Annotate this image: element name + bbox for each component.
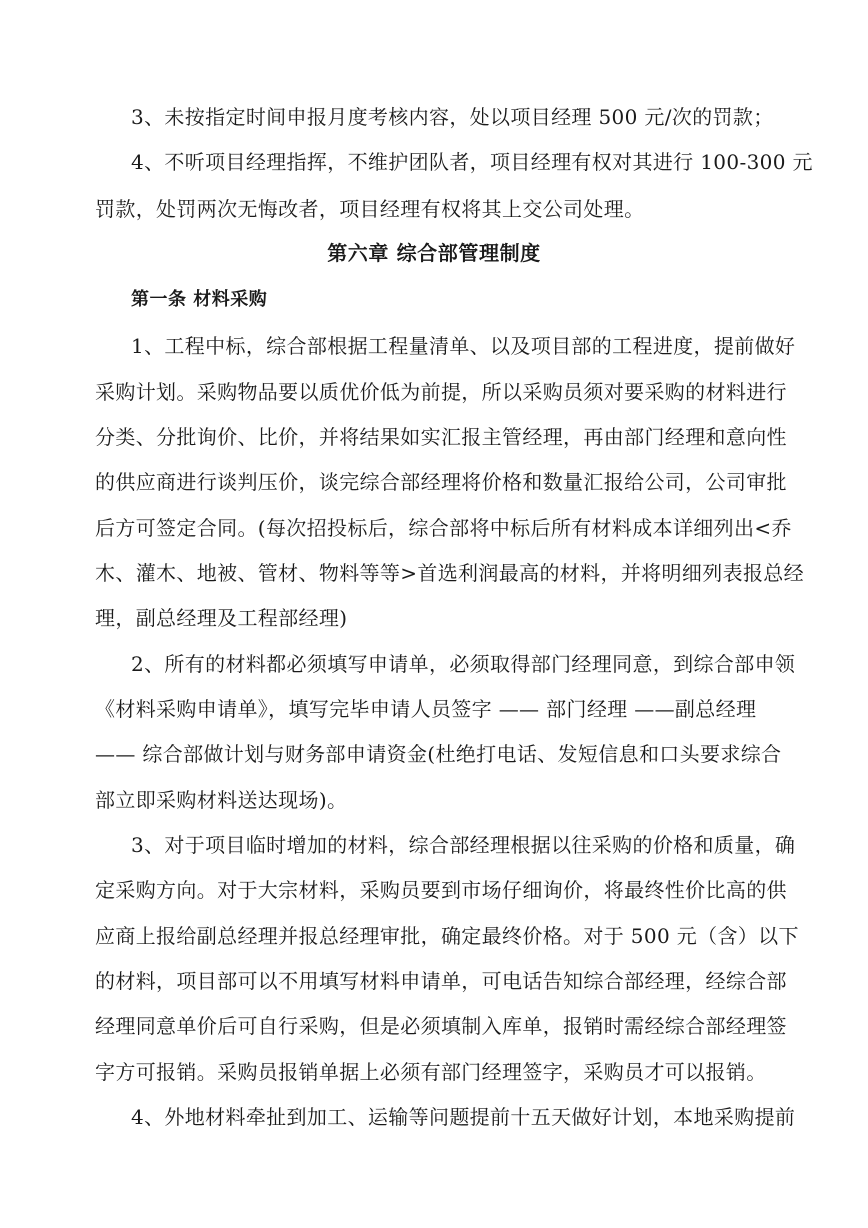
paragraph-line: 后方可签定合同。(每次招投标后，综合部将中标后所有材料成本详细列出<乔 [95,516,792,540]
paragraph-line: 4、不听项目经理指挥，不维护团队者，项目经理有权对其进行 100-300 元 [131,150,813,174]
paragraph-line: —— 综合部做计划与财务部申请资金(杜绝打电话、发短信息和口头要求综合 [95,742,782,766]
paragraph-line: 理，副总经理及工程部经理) [95,606,348,630]
article-title: 第一条 材料采购 [131,289,268,310]
paragraph-line: 《材料采购申请单》，填写完毕申请人员签字 —— 部门经理 ——副总经理 [95,697,757,721]
paragraph-line: 的材料，项目部可以不用填写材料申请单，可电话告知综合部经理，经综合部 [95,969,787,993]
paragraph-line: 罚款，处罚两次无悔改者，项目经理有权将其上交公司处理。 [95,197,645,221]
chapter-title: 第六章 综合部管理制度 [327,241,541,265]
paragraph-line: 2、所有的材料都必须填写申请单，必须取得部门经理同意，到综合部申领 [131,652,796,676]
paragraph-line: 的供应商进行谈判压价，谈完综合部经理将价格和数量汇报给公司，公司审批 [95,470,787,494]
paragraph-line: 应商上报给副总经理并报总经理审批，确定最终价格。对于 500 元（含）以下 [95,924,799,948]
paragraph-line: 4、外地材料牵扯到加工、运输等问题提前十五天做好计划，本地采购提前 [131,1105,796,1129]
paragraph-line: 字方可报销。采购员报销单据上必须有部门经理签字，采购员才可以报销。 [95,1060,767,1084]
paragraph-line: 部立即采购材料送达现场)。 [95,788,348,812]
paragraph-line: 3、未按指定时间申报月度考核内容，处以项目经理 500 元/次的罚款； [131,105,774,129]
paragraph-line: 1、工程中标，综合部根据工程量清单、以及项目部的工程进度，提前做好 [131,334,796,358]
paragraph-line: 采购计划。采购物品要以质优价低为前提，所以采购员须对要采购的材料进行 [95,380,787,404]
paragraph-line: 分类、分批询价、比价，并将结果如实汇报主管经理，再由部门经理和意向性 [95,425,787,449]
paragraph-line: 经理同意单价后可自行采购，但是必须填制入库单，报销时需经综合部经理签 [95,1014,787,1038]
paragraph-line: 木、灌木、地被、管材、物料等等>首选利润最高的材料，并将明细列表报总经 [95,561,805,585]
paragraph-line: 定采购方向。对于大宗材料，采购员要到市场仔细询价，将最终性价比高的供 [95,878,787,902]
paragraph-line: 3、对于项目临时增加的材料，综合部经理根据以往采购的价格和质量，确 [131,833,796,857]
